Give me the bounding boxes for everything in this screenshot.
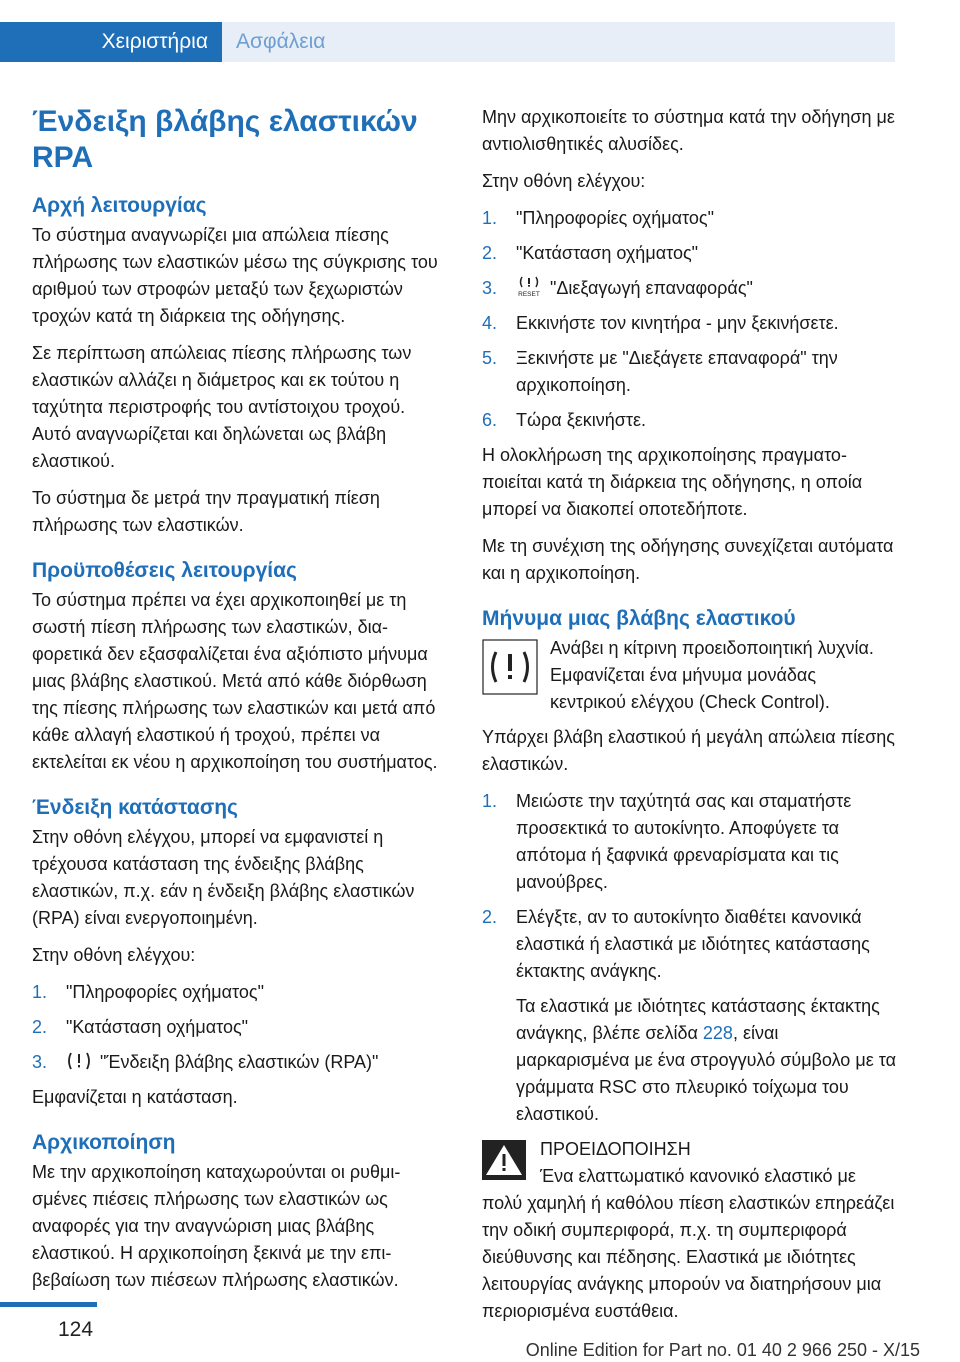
list-text: Ελέγξτε, αν το αυτοκίνητο διαθέτει κανονικά ελαστικά ή ελαστικά με ιδιότητες κατάστασης έκτακτης ανάγκης. [516,907,870,981]
section-title: Ένδειξη βλάβης ελαστικών RPA [32,105,418,174]
warning-title: ΠΡΟΕΙΔΟΠΟΙΗΣΗ [540,1139,691,1159]
list-text: Μειώστε την ταχύτητά σας και σταματήστε προσεκτικά το αυτοκίνητο. Αποφύγετε τα απότομα ή ξαφνικά φρεναρίσματα και τις μανούβρες. [516,791,852,892]
list-subtext: , είναι μαρκαρισμένα με ένα στρογγυλό σύμβολο με τα γράμματα RSC στο πλευρικό τοίχωμα του ελαστικού. [516,1023,896,1124]
list-item [482,310,896,337]
warning-text: Ένα ελαττωματικό κανονικό ελαστικό με πολύ χαμηλή ή καθόλου πίεση ελαστικών επηρεάζει την οδική συμπεριφορά, π.χ. τη συμπεριφορά διεύθυνσης και πέδησης. Ελαστικά με ιδιότητες λειτουργίας ανάγκης μπορούν να διατηρήσουν μια περιορισμένα ευστάθεια. [482,1166,895,1321]
paragraph: Στην οθόνη ελέγχου: [482,171,646,191]
heading-status-display: Ένδειξη κατάστασης [32,796,238,819]
heading-initialization: Αρχικοποίηση [32,1131,176,1154]
list-number: 1. [482,208,498,228]
paragraph: Το σύστημα αναγνωρίζει μια απώλεια πίεσης πλήρωσης των ελαστικών μέσω της σύγκρισης του αριθμού των στροφών μεταξύ των ξεχωριστών τροχών κατά τη διάρκεια της οδήγησης. [32,225,438,326]
tire-warning-icon [66,1050,92,1072]
list-text: Εκκινήστε τον κινητήρα - μην ξεκινήσετε. [516,313,839,333]
list-item [482,345,896,399]
list-subparagraph [516,993,896,1128]
list-item [482,240,896,267]
paragraph: Σε περίπτωση απώλειας πίεσης πλήρωσης των ελαστικών αλλάζει η διάμετρος και εκ τούτου η ταχύτητα περιστροφής του αντίστοιχου τροχού. Αυτό αναγνωρίζεται και δηλώνεται ως βλάβη ελαστικού. [32,343,412,471]
paragraph: Το σύστημα δε μετρά την πραγματική πίεση πλήρωσης των ελαστικών. [32,488,380,535]
list-text: "Κατάσταση οχήματος" [66,1017,249,1037]
list-item [32,1049,446,1076]
paragraph: Ανάβει η κίτρινη προειδοποιητική λυχνία. Εμφανίζεται ένα μήνυμα μονάδας κεντρικού ελέγχου (Check Control). [550,638,874,712]
list-number: 1. [32,982,48,1002]
tire-reset-icon [516,276,542,298]
heading-requirements: Προϋποθέσεις λειτουργίας [32,559,297,582]
right-column [482,104,896,1335]
list-number: 1. [482,791,498,811]
list-text: "Πληροφορίες οχήματος" [516,208,714,228]
list-text: "Πληροφορίες οχήματος" [66,982,264,1002]
list-number: 6. [482,410,498,430]
warning-lamp-block [482,635,896,716]
heading-principle: Αρχή λειτουργίας [32,194,207,217]
tire-pressure-warning-icon [482,639,538,695]
paragraph: Στην οθόνη ελέγχου: [32,945,196,965]
list-text: Τώρα ξεκινήστε. [516,410,647,430]
page-header [0,22,895,62]
list-text: Ξεκινήστε με "Διεξάγετε επαναφορά" την αρχικοποίηση. [516,348,838,395]
init-steps-list [482,205,896,434]
reset-label: RESET [518,291,540,298]
list-number: 2. [32,1017,48,1037]
list-number: 4. [482,313,498,333]
list-number: 2. [482,243,498,263]
paragraph: Υπάρχει βλάβη ελαστικού ή μεγάλη απώλεια πίεσης ελαστικών. [482,727,895,774]
paragraph: Το σύστημα πρέπει να έχει αρχικοποιηθεί με τη σωστή πίεση πλήρωσης των ελαστικών, διαφορετικά δεν εξασφαλίζεται ένα αξιόπιστο μήνυμα μιας βλάβης ελαστικού. Μετά από κάθε διόρθωση της πίεσης πλήρωσης των ελαστικών και μετά από κάθε αλλαγή ελαστικού ή τροχού, πρέπει να εκτελείται εκ νέου η αρχικοποίηση του συστήματος. [32,590,438,772]
list-number: 5. [482,348,498,368]
left-column [32,104,446,1304]
paragraph: Μην αρχικοποιείτε το σύστημα κατά την οδήγηση με αντιολισθητικές αλυσίδες. [482,107,895,154]
list-item [482,788,896,896]
list-item [482,205,896,232]
list-text: "Κατάσταση οχήματος" [516,243,699,263]
list-item [482,904,896,1128]
paragraph: Εμφανίζεται η κατάσταση. [32,1087,238,1107]
list-item [32,1014,446,1041]
warning-block [482,1136,896,1325]
list-text: "Ένδειξη βλάβης ελαστικών (RPA)" [100,1052,379,1072]
status-steps-list [32,979,446,1076]
tab-controls[interactable]: Χειριστήρια [0,22,222,62]
warning-triangle-icon [482,1140,526,1180]
paragraph: Με την αρχικοποίηση καταχωρούνται οι ρυθμισμένες πιέσεις πλήρωσης των ελαστικών ως αναφορές για την αναγνώριση μιας βλάβης ελαστικού. Η αρχικοποίηση ξεκινά με την επιβεβαίωση των πιέσεων πλήρωσης ελαστικών. [32,1162,401,1290]
list-number: 2. [482,907,498,927]
footer-accent-bar [0,1302,97,1307]
list-item [32,979,446,1006]
page-link[interactable]: 228 [702,1023,733,1043]
fault-steps-list [482,788,896,1128]
list-text: "Διεξαγωγή επαναφοράς" [550,278,753,298]
tab-safety[interactable]: Ασφάλεια [222,22,895,62]
heading-tire-fault-message: Μήνυμα μιας βλάβης ελαστικού [482,607,796,630]
paragraph: Η ολοκλήρωση της αρχικοποίησης πραγματοποιείται κατά τη διάρκεια της οδήγησης, η οποία μπορεί να διακοπεί οποτεδήποτε. [482,445,863,519]
list-item [482,407,896,434]
page-number: 124 [58,1318,94,1341]
paragraph: Με τη συνέχιση της οδήγησης συνεχίζεται αυτόματα και η αρχικοποίηση. [482,536,894,583]
list-subtext: Τα ελαστικά με ιδιότητες κατάστασης έκτακτης ανάγκης, βλέπε σελίδα [516,996,880,1043]
edition-note: Online Edition for Part no. 01 40 2 966 250 - X/15 [525,1340,920,1360]
list-item [482,275,896,302]
list-number: 3. [482,278,498,298]
list-number: 3. [32,1052,48,1072]
paragraph: Στην οθόνη ελέγχου, μπορεί να εμφανιστεί η τρέχουσα κατάσταση της ένδειξης βλάβης ελαστικών, π.χ. εάν η ένδειξη βλάβης ελαστικών (RPA) είναι ενεργοποιημένη. [32,827,415,928]
